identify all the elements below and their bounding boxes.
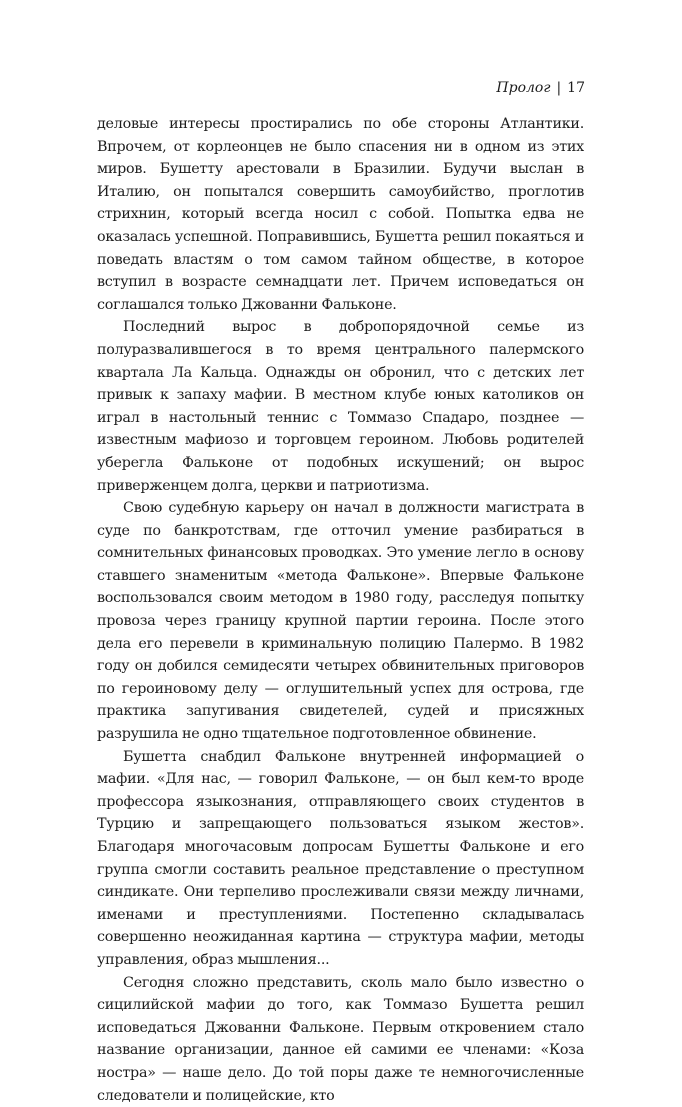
header-separator: | (556, 80, 562, 96)
paragraph-5: Сегодня сложно представить, сколь мало было известно о сицилийской мафии до того, как Томмазо Бушетта решил исповедаться Джованни Фальконе. Первым откровением стало название организации, данное ей самими ее членами: «Коза ностра» — наше дело. До той поры даже те немногочисленные следователи и полицейские, кто (97, 974, 584, 1104)
paragraph-2: Последний вырос в добропорядочной семье из полуразвалившегося в то время центрального палермского квартала Ла Кальца. Однажды он обронил, что с детских лет привык к запаху мафии. В местном клубе юных католиков он играл в настольный теннис с Томмазо Спадаро, позднее — известным мафиозо и торговцем героином. Любовь родителей уберегла Фальконе от подобных искушений; он вырос приверженцем долга, церкви и патриотизма. (97, 319, 584, 494)
section-title: Пролог (496, 80, 551, 96)
paragraph-1: деловые интересы простирались по обе стороны Атлантики. Впрочем, от корлеонцев не было спасения ни в одном из этих миров. Бушетту арестовали в Бразилии. Будучи выслан в Италию, он попытался совершить самоубийство, проглотив стрихнин, который всегда носил с собой. Попытка едва не оказалась успешной. Поправившись, Бушетта решил покаяться и поведать властям о том самом тайном обществе, в которое вступил в возрасте семнадцати лет. Причем исповедаться он соглашался только Джованни Фальконе. (97, 116, 584, 313)
paragraph-4: Бушетта снабдил Фальконе внутренней информацией о мафии. «Для нас, — говорил Фальконе, — он был кем-то вроде профессора языкознания, отправляющего своих студентов в Турцию и запрещающего пользоваться языком жестов». Благодаря многочасовым допросам Бушетты Фальконе и его группа смогли составить реальное представление о преступном синдикате. Они терпеливо прослеживали связи между личнами, именами и преступлениями. Постепенно складывалась совершенно неожиданная картина — структура мафии, методы управления, образ мышления... (97, 748, 584, 968)
running-head (496, 79, 585, 97)
page-number: 17 (567, 80, 585, 96)
body-text (97, 113, 584, 1107)
paragraph-3: Свою судебную карьеру он начал в должности магистрата в суде по банкротствам, где отточил умение разбираться в сомнительных финансовых проводках. Это умение легло в основу ставшего знаменитым «метода Фальконе». Впервые Фальконе воспользовался своим методом в 1980 году, расследуя попытку провоза через границу крупной партии героина. После этого дела его перевели в криминальную полицию Палермо. В 1982 году он добился семидесяти четырех обвинительных приговоров по героиновому делу — оглушительный успех для острова, где практика запугивания свидетелей, судей и присяжных разрушила не одно тщательное подготовленное обвинение. (97, 500, 584, 743)
